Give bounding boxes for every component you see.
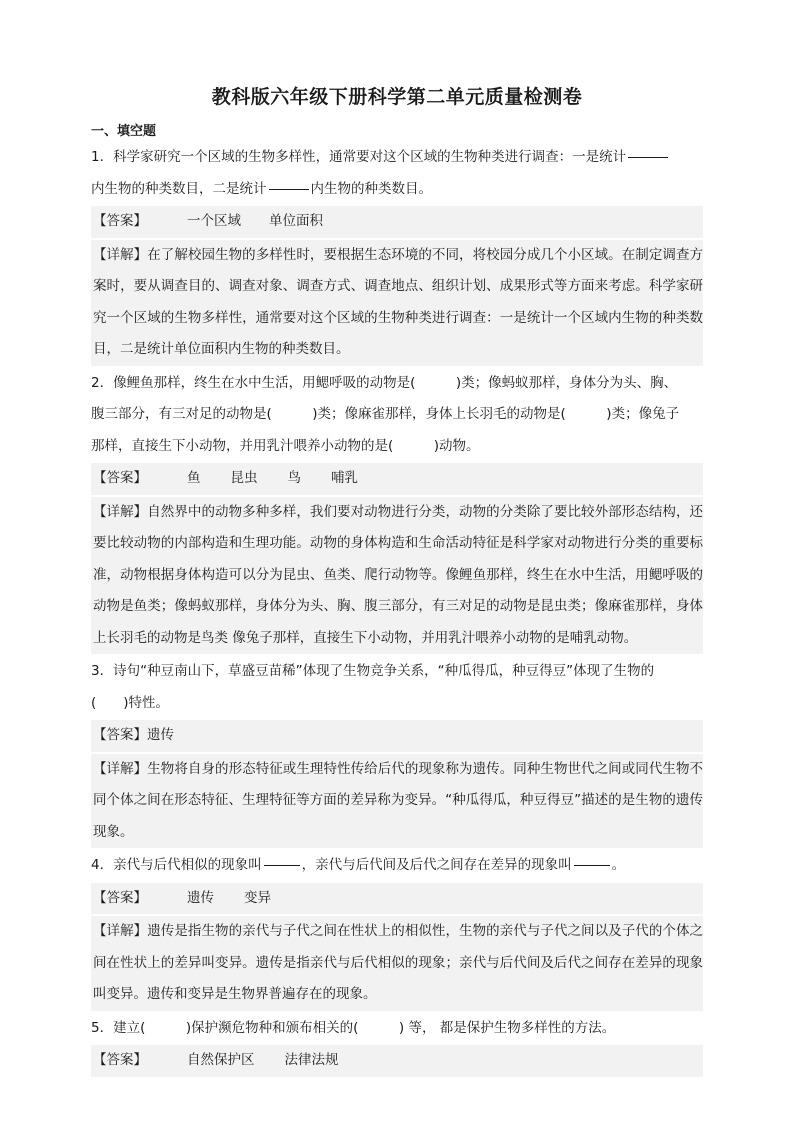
question-5-line-1: 5．建立( )保护濒危物种和颁布相关的( ) 等， 都是保护生物多样性的方法。 <box>91 1019 616 1036</box>
answer-value: 昆虫 <box>230 470 258 486</box>
section-heading: 一、填空题 <box>91 124 157 139</box>
answer-value: 法律法规 <box>284 1052 339 1068</box>
answer-tag: 【答案】 <box>93 889 147 906</box>
fill-blank <box>269 188 309 190</box>
answer-5 <box>91 1045 703 1077</box>
question-1 <box>91 142 703 205</box>
answer-tag: 【答案】 <box>93 1052 147 1068</box>
answer-value: 遗传 <box>147 727 174 743</box>
question-2-line-1: 2．像鲤鱼那样，终生在水中生活，用鳃呼吸的动物是( )类；像蚂蚁那样，身体分为头、胸、 <box>91 374 678 391</box>
answer-value: 自然保护区 <box>187 1052 255 1068</box>
answer-tag: 【答案】 <box>93 213 147 229</box>
detail-text: 自然界中的动物多种多样，我们要对动物进行分类，动物的分类除了要比较外部形态结构，还要比较动物的内部构造和生理功能。动物的身体构造和生命活动特征是科学家对动物进行分类的重要标准，动物根据身体构造可以分为昆虫、鱼类、爬行动物等。像鲤鱼那样，终生在水中生活，用鳃呼吸的动物是鱼类；像蚂蚁那样，身体分为头、胸、腹三部分，有三对足的动物是昆虫类；像麻雀那样，身体上长羽毛的动物是鸟类 像兔子那样，直接生下小动物，并用乳汁喂养小动物的是哺乳动物。 <box>93 503 704 646</box>
detail-2 <box>91 497 703 655</box>
detail-3 <box>91 754 703 849</box>
detail-4 <box>91 916 703 1011</box>
question-2-line-3: 那样，直接生下小动物，并用乳汁喂养小动物的是( )动物。 <box>91 437 480 454</box>
answer-value: 鸟 <box>287 470 301 486</box>
answer-value: 遗传 <box>187 889 214 906</box>
fill-blank <box>574 864 610 866</box>
answer-value: 一个区域 <box>187 213 241 229</box>
detail-tag: 【详解】 <box>93 503 148 520</box>
answer-value: 变异 <box>244 889 271 906</box>
detail-text: 在了解校园生物的多样性时，要根据生态环境的不同，将校园分成几个小区域。在制定调查方案时，要从调查目的、调查对象、调查方式、调查地点、组织计划、成果形式等方面来考虑。科学家研究一个区域的生物多样性，通常要对这个区域的生物种类进行调查：一是统计一个区域内生物的种类数目，二是统计单位面积内生物的种类数目。 <box>93 246 704 357</box>
answer-1 <box>91 206 703 238</box>
detail-tag: 【详解】 <box>93 760 148 777</box>
question-4-part-c: 。 <box>611 857 626 873</box>
detail-1 <box>91 240 703 366</box>
question-2 <box>91 368 703 463</box>
question-1-line-2b: 内生物的种类数目。 <box>310 180 432 197</box>
answer-2 <box>91 463 703 495</box>
answer-tag: 【答案】 <box>93 727 147 743</box>
answer-3 <box>91 720 703 752</box>
question-1-line-2a: 内生物的种类数目，二是统计 <box>91 180 267 197</box>
question-5 <box>91 1013 703 1045</box>
question-2-line-2: 腹三部分，有三对足的动物是( )类；像麻雀那样，身体上长羽毛的动物是( )类；像兔子 <box>91 406 680 422</box>
answer-value: 鱼 <box>187 470 201 486</box>
question-1-line-1: 1．科学家研究一个区域的生物多样性，通常要对这个区域的生物种类进行调查：一是统计 <box>91 149 627 165</box>
answer-tag: 【答案】 <box>93 470 147 486</box>
answer-value: 单位面积 <box>269 213 323 229</box>
fill-blank <box>264 864 300 866</box>
question-4 <box>91 850 703 882</box>
detail-text: 生物将自身的形态特征或生理特性传给后代的现象称为遗传。同种生物世代之间或同代生物不同个体之间在形态特征、生理特征等方面的差异称为变异。“种瓜得瓜，种豆得豆”描述的是生物的遗传现象。 <box>93 760 704 840</box>
question-4-part-b: ，亲代与后代间及后代之间存在差异的现象叫 <box>301 857 572 873</box>
detail-tag: 【详解】 <box>93 923 148 939</box>
question-list <box>91 142 703 1079</box>
question-3-line-1: 3．诗句“种豆南山下，草盛豆苗稀”体现了生物竞争关系，“种瓜得瓜，种豆得豆”体现了生物的 <box>91 663 655 679</box>
question-3 <box>91 656 703 719</box>
answer-4 <box>91 883 703 915</box>
question-4-part-a: 4．亲代与后代相似的现象叫 <box>91 857 262 873</box>
fill-blank <box>628 156 668 158</box>
answer-value: 哺乳 <box>331 470 358 486</box>
detail-text: 遗传是指生物的亲代与子代之间在性状上的相似性，生物的亲代与子代之间以及子代的个体之间在性状上的差异叫变异。遗传是指亲代与后代相似的现象；亲代与后代间及后代之间存在差异的现象叫变异。遗传和变异是生物界普遍存在的现象。 <box>93 923 704 1002</box>
page-title: 教科版六年级下册科学第二单元质量检测卷 <box>211 86 583 108</box>
detail-tag: 【详解】 <box>93 246 148 263</box>
question-3-line-2: ( )特性。 <box>91 694 170 711</box>
